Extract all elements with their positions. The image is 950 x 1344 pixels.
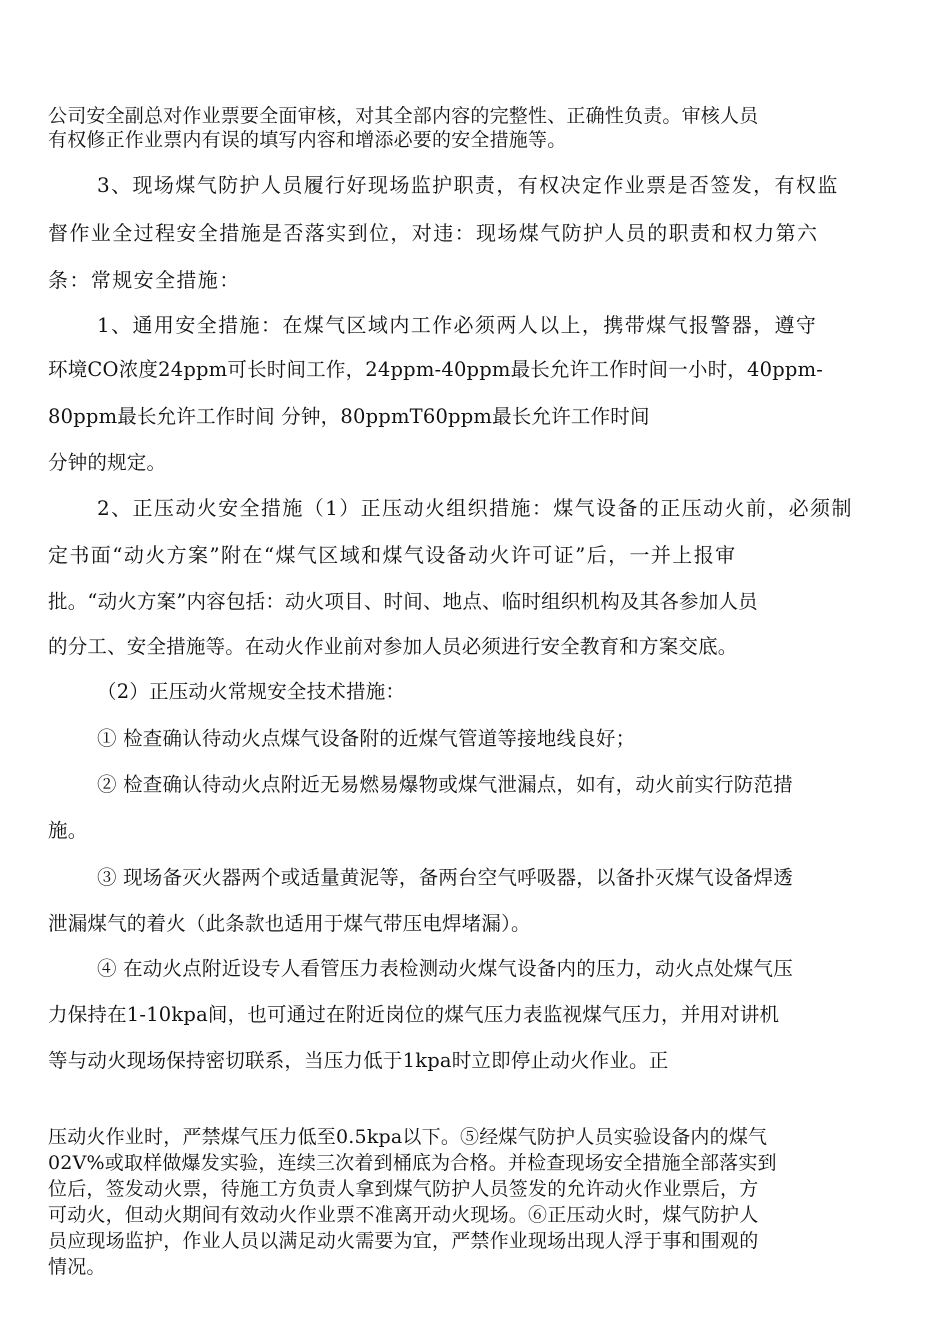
text-line: ③ 现场备灭火器两个或适量黄泥等，备两台空气呼吸器，以备扑灭煤气设备焊透 xyxy=(97,866,793,889)
text-line: ② 检查确认待动火点附近无易燃易爆物或煤气泄漏点，如有，动火前实行防范措 xyxy=(97,773,793,796)
text-line: 员应现场监护，作业人员以满足动火需要为宜，严禁作业现场出现人浮于事和围观的 xyxy=(48,1230,759,1252)
text-line: ① 检查确认待动火点煤气设备附的近煤气管道等接地线良好； xyxy=(97,727,636,750)
text-line: 督作业全过程安全措施是否落实到位，对违：现场煤气防护人员的职责和权力第六 xyxy=(48,221,819,245)
text-line: 2、正压动火安全措施（1）正压动火组织措施：煤气设备的正压动火前，必须制 xyxy=(97,496,853,520)
text-line: 条：常规安全措施： xyxy=(48,268,241,292)
text-line: 情况。 xyxy=(48,1256,106,1278)
text-line: 80ppm最长允许工作时间 分钟，80ppmT60ppm最长允许工作时间 xyxy=(48,405,650,428)
text-line: 泄漏煤气的着火（此条款也适用于煤气带压电焊堵漏）。 xyxy=(48,912,531,935)
text-line: 3、现场煤气防护人员履行好现场监护职责，有权决定作业票是否签发，有权监 xyxy=(97,173,839,197)
text-line: 02V%或取样做爆发实验，连续三次着到桶底为合格。并检查现场安全措施全部落实到 xyxy=(48,1152,777,1174)
text-line: 位后，签发动火票，待施工方负责人拿到煤气防护人员签发的允许动火作业票后，方 xyxy=(48,1178,759,1200)
text-line: （2）正压动火常规安全技术措施： xyxy=(97,680,406,703)
text-line: 环境CO浓度24ppm可长时间工作，24ppm-40ppm最长允许工作时间一小时，40ppm- xyxy=(48,358,824,381)
text-line: 公司安全副总对作业票要全面审核，对其全部内容的完整性、正确性负责。审核人员 xyxy=(48,105,759,127)
text-line: 有权修正作业票内有误的填写内容和增添必要的安全措施等。 xyxy=(48,129,567,151)
text-line: 定书面“动火方案”附在“煤气区域和煤气设备动火许可证”后，一并上报审 xyxy=(48,543,737,567)
text-line: 等与动火现场保持密切联系，当压力低于1kpa时立即停止动火作业。正 xyxy=(48,1049,669,1072)
text-line: 压动火作业时，严禁煤气压力低至0.5kpa以下。⑤经煤气防护人员实验设备内的煤气 xyxy=(48,1126,768,1148)
text-line: 的分工、安全措施等。在动火作业前对参加人员必须进行安全教育和方案交底。 xyxy=(48,635,738,658)
text-line: 分钟的规定。 xyxy=(48,451,167,474)
text-line: ④ 在动火点附近设专人看管压力表检测动火煤气设备内的压力，动火点处煤气压 xyxy=(97,957,793,980)
text-line: 可动火，但动火期间有效动火作业票不准离开动火现场。⑥正压动火时，煤气防护人 xyxy=(48,1204,759,1226)
text-line: 力保持在1-10kpa间，也可通过在附近岗位的煤气压力表监视煤气压力，并用对讲机 xyxy=(48,1003,780,1026)
text-line: 1、通用安全措施：在煤气区域内工作必须两人以上，携带煤气报警器，遵守 xyxy=(97,313,818,337)
text-line: 批。“动火方案”内容包括：动火项目、时间、地点、临时组织机构及其各参加人员 xyxy=(48,590,758,613)
text-line: 施。 xyxy=(48,819,88,842)
